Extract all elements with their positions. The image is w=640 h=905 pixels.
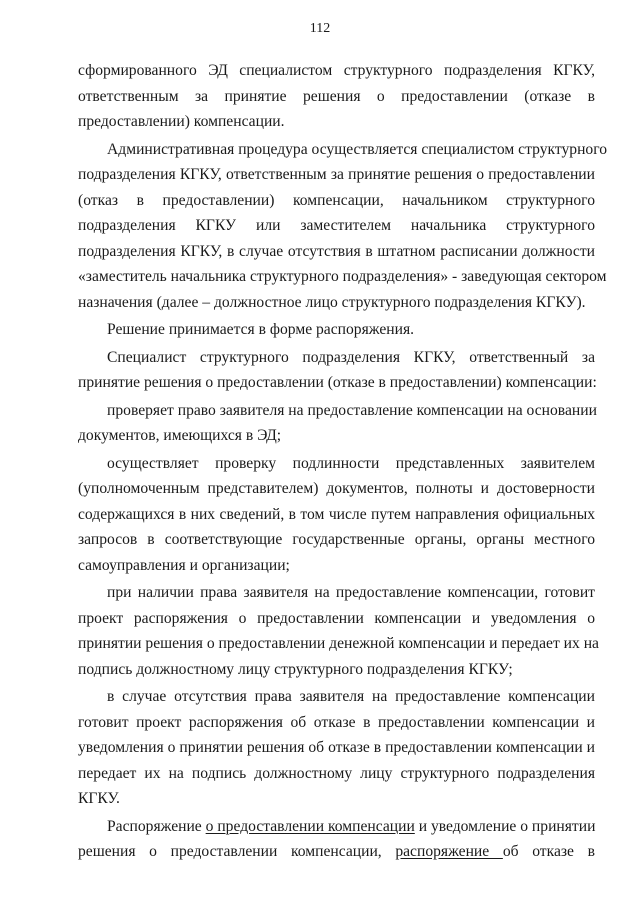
text-line: в случае отсутствия права заявителя на предоставление компенсации	[107, 688, 595, 705]
text-line: принятие решения о предоставлении (отказе в предоставлении) компенсации:	[78, 374, 597, 391]
paragraph-grant-draft	[78, 580, 599, 682]
text-line: ответственным за принятие решения о предоставлении (отказе в	[78, 87, 595, 105]
text-line: (уполномоченным представителем) документов, полноты и достоверности	[78, 480, 595, 497]
text-line: (отказ в предоставлении) компенсации, начальником структурного	[78, 191, 595, 209]
text-line	[78, 814, 595, 840]
text-segment: и уведомление о принятии	[414, 817, 596, 835]
text-line: назначения (далее – должностное лицо структурного подразделения КГКУ).	[78, 293, 586, 311]
text-line: сформированного ЭД специалистом структурного подразделения КГКУ,	[78, 62, 595, 79]
paragraph-continuation	[78, 58, 595, 135]
underlined-text: о предоставлении компенсации	[205, 817, 415, 835]
text-line: КГКУ.	[78, 790, 120, 807]
paragraph-administrative-procedure	[78, 137, 608, 316]
text-line: осуществляет проверку подлинности представленных заявителем	[107, 454, 595, 472]
text-segment: Распоряжение	[107, 817, 206, 835]
paragraph-refusal-draft	[78, 684, 595, 812]
text-line: подразделения КГКУ, в случае отсутствия в штатном расписании должности	[78, 242, 595, 260]
text-line: содержащихся в них сведений, в том числе путем направления официальных	[78, 505, 595, 523]
text-line: предоставлении) компенсации.	[78, 113, 285, 130]
text-line: уведомления о принятии решения об отказе в предоставлении компенсации и	[78, 739, 595, 756]
text-line: при наличии права заявителя на предоставление компенсации, готовит	[107, 584, 595, 601]
text-line: Административная процедура осуществляется специалистом структурного	[107, 140, 608, 158]
page-number: 112	[309, 21, 331, 36]
text-line: принятии решения о предоставлении денежной компенсации и передает их на	[78, 635, 599, 652]
text-segment: решения о предоставлении компенсации,	[78, 843, 396, 860]
text-line: подпись должностному лицу структурного подразделения КГКУ;	[78, 660, 513, 678]
underlined-text: распоряжение	[395, 843, 503, 860]
text-line: подразделения КГКУ или заместителем начальника структурного	[78, 217, 595, 234]
paragraph-decision-form	[78, 317, 595, 343]
text-line: документов, имеющихся в ЭД;	[78, 427, 282, 444]
paragraph-verification	[78, 451, 595, 579]
text-segment: об отказе в	[502, 843, 595, 860]
text-line	[78, 839, 595, 865]
text-line: Специалист структурного подразделения КГКУ, ответственный за	[107, 348, 595, 366]
text-line: «заместитель начальника структурного подразделения» - заведующая сектором	[78, 268, 607, 285]
document-body	[78, 58, 608, 865]
paragraph-checks-right	[78, 398, 595, 449]
text-line: готовит проект распоряжения об отказе в предоставлении компенсации и	[78, 713, 595, 731]
text-line: подразделения КГКУ, ответственным за принятие решения о предоставлении	[78, 166, 595, 183]
text-line: проект распоряжения о предоставлении компенсации и уведомления о	[78, 609, 595, 627]
text-line: запросов в соответствующие государственные органы, органы местного	[78, 531, 595, 548]
text-line: проверяет право заявителя на предоставление компенсации на основании	[107, 401, 597, 419]
text-line: самоуправления и организации;	[78, 556, 290, 574]
paragraph-specialist-duties	[78, 345, 595, 396]
text-line: Решение принимается в форме распоряжения.	[107, 321, 415, 338]
paragraph-order-and-notice	[78, 814, 595, 865]
text-line: передает их на подпись должностному лицу структурного подразделения	[78, 764, 595, 782]
